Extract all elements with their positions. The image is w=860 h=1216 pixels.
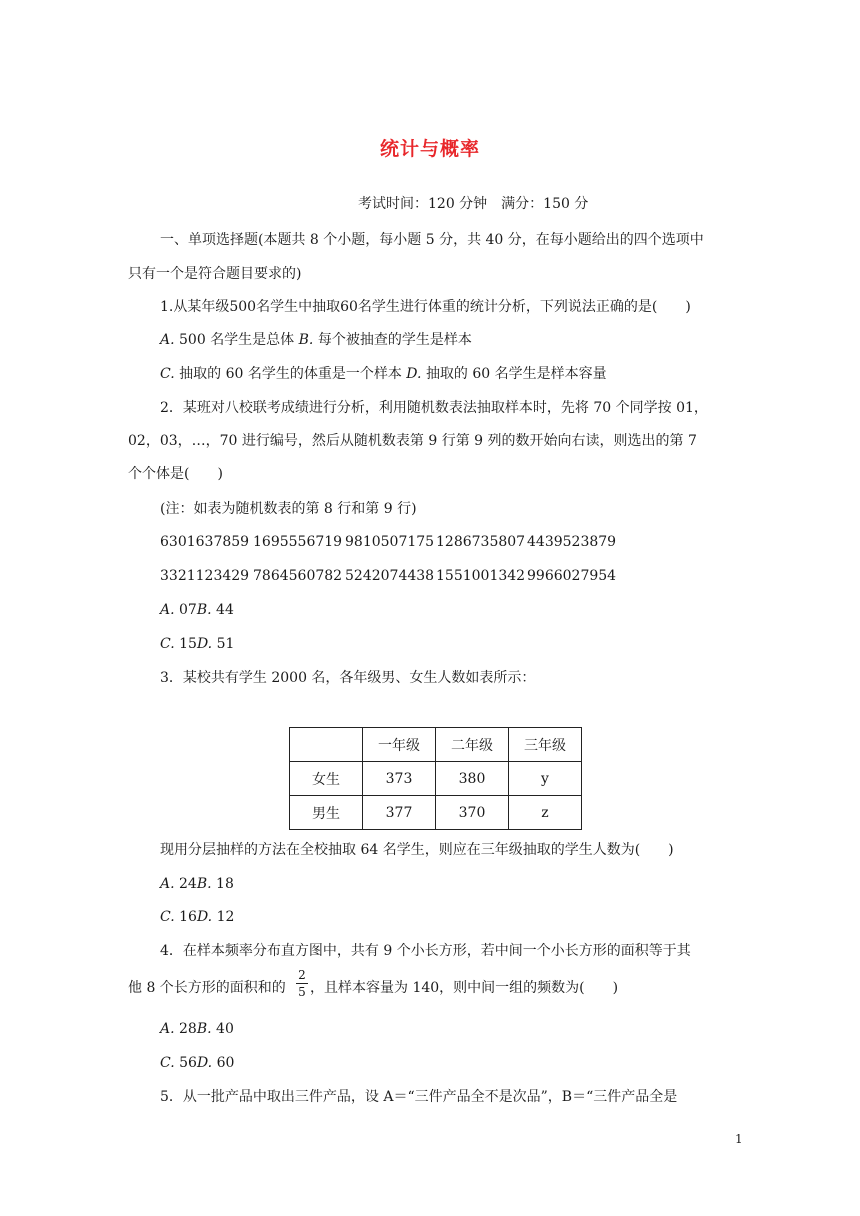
section-heading-line1: 一、单项选择题(本题共 8 个小题，每小题 5 分，共 40 分，在每小题给出的四个选项中 bbox=[160, 232, 704, 248]
table-cell: 370 bbox=[436, 796, 509, 830]
random-number-group: 9966027954 bbox=[527, 568, 617, 584]
q3-option-b-text: 18 bbox=[216, 876, 234, 892]
random-number-group: 5242074438 bbox=[345, 568, 435, 584]
random-number-group: 1286735807 bbox=[436, 534, 526, 550]
q1-options-ab bbox=[160, 330, 472, 350]
table-cell: 377 bbox=[363, 796, 436, 830]
q1-option-d-label: D. bbox=[406, 366, 422, 382]
q4-option-a-label: A. bbox=[160, 1021, 175, 1037]
q1-option-c-text: 抽取的 60 名学生的体重是一个样本 bbox=[179, 366, 402, 382]
q2-stem-line2: 02，03，…，70 进行编号，然后从随机数表第 9 行第 9 列的数开始向右读，则选出的第 7 bbox=[128, 433, 697, 449]
q1-option-a-text: 500 名学生是总体 bbox=[179, 332, 295, 348]
q2-options-cd bbox=[160, 634, 234, 654]
random-number-group: 1695556719 bbox=[253, 534, 343, 550]
q4-stem-line1: 4．在样本频率分布直方图中，共有 9 个小长方形，若中间一个小长方形的面积等于其 bbox=[160, 943, 691, 959]
random-number-group: 7864560782 bbox=[253, 568, 343, 584]
q1-options-cd bbox=[160, 364, 607, 384]
q2-option-b-text: 44 bbox=[216, 602, 234, 618]
table-cell: 男生 bbox=[290, 796, 363, 830]
fraction-numerator: 2 bbox=[298, 968, 306, 982]
q4-option-d-label: D. bbox=[196, 1055, 213, 1071]
q5-stem-line1: 5．从一批产品中取出三件产品，设 A＝“三件产品全不是次品”，B＝“三件产品全是 bbox=[160, 1089, 678, 1105]
q2-stem-line3: 个个体是( ) bbox=[128, 466, 223, 482]
q3-options-ab bbox=[160, 874, 234, 894]
q3-question: 现用分层抽样的方法在全校抽取 64 名学生，则应在三年级抽取的学生人数为( ) bbox=[160, 842, 674, 858]
q2-options-ab bbox=[160, 600, 234, 620]
q2-note: (注：如表为随机数表的第 8 行和第 9 行) bbox=[160, 501, 417, 517]
q3-option-c-text: 16 bbox=[179, 909, 197, 925]
q2-option-c-text: 15 bbox=[179, 636, 197, 652]
grade-gender-table bbox=[289, 727, 582, 830]
random-number-group: 4439523879 bbox=[527, 534, 617, 550]
q2-option-b-label: B. bbox=[196, 602, 212, 618]
page-number: 1 bbox=[735, 1132, 743, 1146]
table-row bbox=[290, 796, 582, 830]
q3-option-c-label: C. bbox=[160, 909, 175, 925]
q1-option-d-text: 抽取的 60 名学生是样本容量 bbox=[425, 366, 607, 382]
q4-option-a-text: 28 bbox=[179, 1021, 197, 1037]
q3-option-a-text: 24 bbox=[179, 876, 197, 892]
q3-option-a-label: A. bbox=[160, 876, 175, 892]
q4-option-c-label: C. bbox=[160, 1055, 175, 1071]
q2-option-d-label: D. bbox=[196, 636, 213, 652]
random-number-group: 1551001342 bbox=[436, 568, 526, 584]
exam-info: 考试时间：120 分钟 满分：150 分 bbox=[358, 196, 589, 212]
random-number-group: 9810507175 bbox=[345, 534, 435, 550]
table-header-cell: 一年级 bbox=[363, 728, 436, 762]
table-header-cell: 二年级 bbox=[436, 728, 509, 762]
q3-option-d-text: 12 bbox=[216, 909, 235, 925]
q1-option-a-label: A. bbox=[160, 332, 175, 348]
random-number-group: 6301637859 bbox=[160, 534, 250, 550]
fraction-bar bbox=[296, 983, 308, 984]
q4-options-ab bbox=[160, 1019, 234, 1039]
table-cell: 373 bbox=[363, 762, 436, 796]
q3-stem: 3．某校共有学生 2000 名，各年级男、女生人数如表所示： bbox=[160, 670, 536, 686]
table-cell: 380 bbox=[436, 762, 509, 796]
table-header-row bbox=[290, 728, 582, 762]
q2-option-a-label: A. bbox=[160, 602, 175, 618]
random-number-group: 3321123429 bbox=[160, 568, 250, 584]
q4-stem-line2-after: ，且样本容量为 140，则中间一组的频数为( ) bbox=[310, 980, 619, 996]
q3-option-b-label: B. bbox=[196, 876, 212, 892]
q4-options-cd bbox=[160, 1053, 234, 1073]
table-cell: y bbox=[509, 762, 582, 796]
q2-option-a-text: 07 bbox=[179, 602, 197, 618]
table-row bbox=[290, 762, 582, 796]
q1-option-c-label: C. bbox=[160, 366, 175, 382]
q1-option-b-label: B. bbox=[298, 332, 314, 348]
q4-option-b-text: 40 bbox=[216, 1021, 234, 1037]
document-title: 统计与概率 bbox=[379, 138, 480, 160]
table-cell: 女生 bbox=[290, 762, 363, 796]
q4-stem-line2-before: 他 8 个长方形的面积和的 bbox=[128, 980, 286, 996]
table-header-cell: 三年级 bbox=[509, 728, 582, 762]
table-cell: z bbox=[509, 796, 582, 830]
q2-stem-line1: 2．某班对八校联考成绩进行分析，利用随机数表法抽取样本时，先将 70 个同学按 01， bbox=[160, 400, 708, 416]
q3-option-d-label: D. bbox=[196, 909, 213, 925]
q1-stem: 1.从某年级500名学生中抽取60名学生进行体重的统计分析，下列说法正确的是( ) bbox=[160, 299, 691, 315]
q4-option-d-text: 60 bbox=[216, 1055, 235, 1071]
table-header-cell bbox=[290, 728, 363, 762]
section-heading-line2: 只有一个是符合题目要求的) bbox=[128, 266, 302, 282]
q2-option-c-label: C. bbox=[160, 636, 175, 652]
q2-option-d-text: 51 bbox=[216, 636, 235, 652]
q1-option-b-text: 每个被抽查的学生是样本 bbox=[317, 332, 472, 348]
q3-options-cd bbox=[160, 907, 234, 927]
fraction-denominator: 5 bbox=[298, 985, 306, 999]
q4-option-c-text: 56 bbox=[179, 1055, 197, 1071]
fraction-two-fifths bbox=[296, 968, 308, 999]
q4-option-b-label: B. bbox=[196, 1021, 212, 1037]
